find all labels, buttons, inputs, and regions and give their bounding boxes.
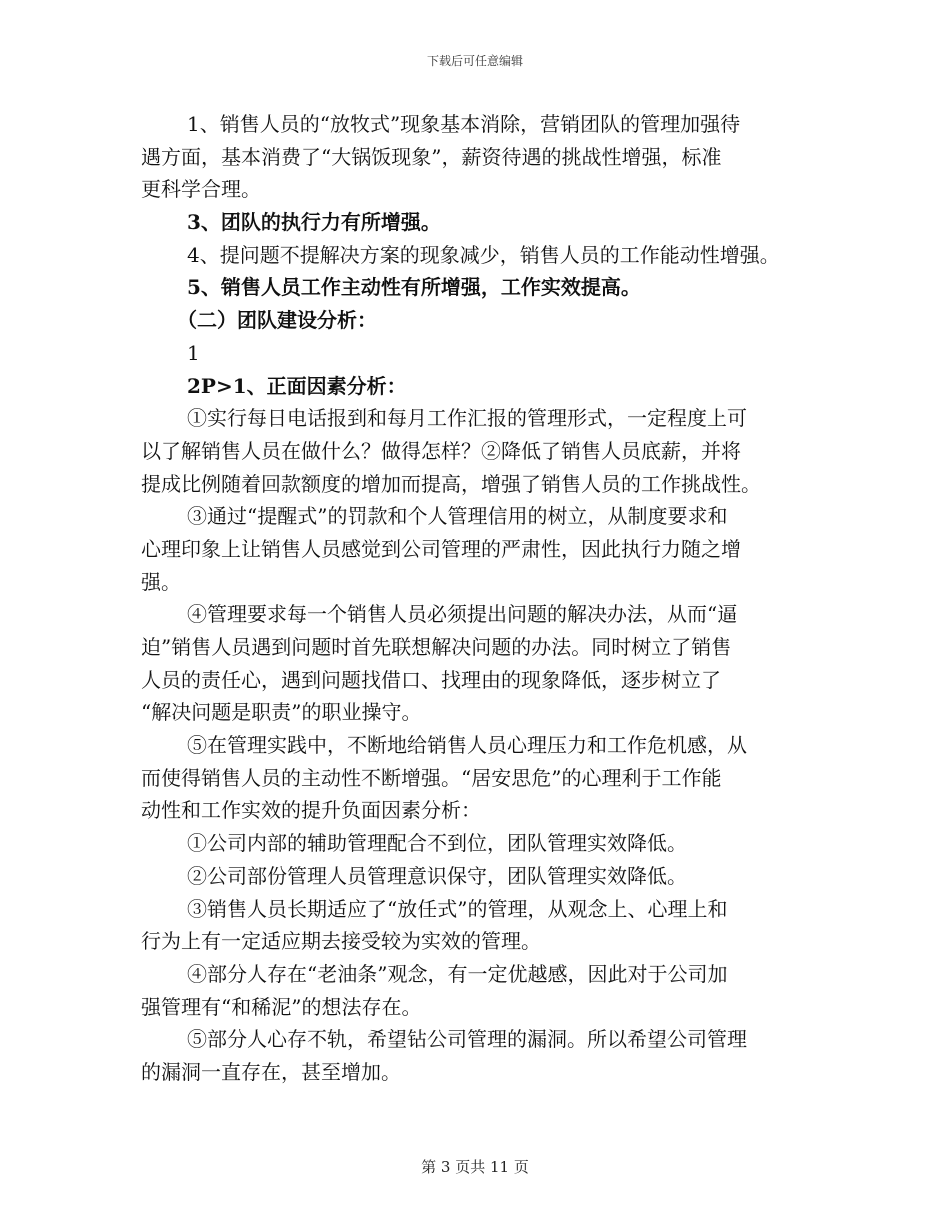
paragraph-line: “解决问题是职责”的职业操守。 [141, 700, 422, 725]
paragraph-line: 提成比例随着回款额度的增加而提高，增强了销售人员的工作挑战性。 [141, 471, 761, 496]
paragraph-line: 1、销售人员的“放牧式”现象基本消除，营销团队的管理加强待 [187, 112, 741, 136]
paragraph-line: 遇方面，基本消费了“大锅饭现象”，薪资待遇的挑战性增强，标准 [141, 144, 722, 169]
paragraph-line: 4、提问题不提解决方案的现象减少，销售人员的工作能动性增强。 [187, 242, 780, 267]
paragraph-line: 行为上有一定适应期去接受较为实效的管理。 [141, 929, 541, 954]
paragraph-line: 迫”销售人员遇到问题时首先联想解决问题的办法。同时树立了销售 [141, 635, 732, 659]
paragraph-line: 动性和工作实效的提升负面因素分析： [141, 798, 481, 823]
paragraph-line: 强管理有“和稀泥”的想法存在。 [141, 994, 422, 1019]
paragraph-line: ①公司内部的辅助管理配合不到位，团队管理实效降低。 [187, 831, 687, 856]
paragraph-line: ④管理要求每一个销售人员必须提出问题的解决办法，从而“逼 [187, 602, 738, 627]
paragraph-line: 人员的责任心，遇到问题找借口、找理由的现象降低，逐步树立了 [141, 667, 721, 692]
paragraph-line: 心理印象上让销售人员感觉到公司管理的严肃性，因此执行力随之增 [141, 536, 741, 561]
bold-point-3: 3、团队的执行力有所增强。 [187, 210, 441, 235]
document-body [141, 108, 831, 1089]
subsection-heading: 2P>1、正面因素分析： [187, 373, 407, 398]
bold-point-5: 5、销售人员工作主动性有所增强，工作实效提高。 [187, 275, 641, 300]
paragraph-line: ④部分人存在“老油条”观念，有一定优越感，因此对于公司加 [187, 961, 728, 986]
paragraph-line: 的漏洞一直存在，甚至增加。 [141, 1059, 401, 1084]
section-heading: （二）团队建设分析： [177, 308, 377, 333]
paragraph-line: 以了解销售人员在做什么？做得怎样？②降低了销售人员底薪，并将 [141, 438, 741, 463]
paragraph-line: 更科学合理。 [141, 177, 261, 202]
paragraph-line: 强。 [141, 569, 181, 594]
paragraph-line: ②公司部份管理人员管理意识保守，团队管理实效降低。 [187, 863, 687, 888]
page-footer: 第 3 页共 11 页 [421, 1158, 529, 1176]
paragraph-line: ⑤在管理实践中，不断地给销售人员心理压力和工作危机感，从 [187, 733, 747, 758]
paragraph-line: 1 [187, 340, 200, 365]
paragraph-line: ①实行每日电话报到和每月工作汇报的管理形式，一定程度上可 [187, 406, 747, 431]
paragraph-line: ⑤部分人心存不轨，希望钻公司管理的漏洞。所以希望公司管理 [187, 1027, 747, 1052]
paragraph-line: ③通过“提醒式”的罚款和个人管理信用的树立，从制度要求和 [187, 504, 728, 529]
paragraph-line: ③销售人员长期适应了“放任式”的管理，从观念上、心理上和 [187, 896, 728, 921]
paragraph-line: 而使得销售人员的主动性不断增强。“居安思危”的心理利于工作能 [141, 765, 722, 790]
page-header: 下载后可任意编辑 [426, 54, 523, 68]
